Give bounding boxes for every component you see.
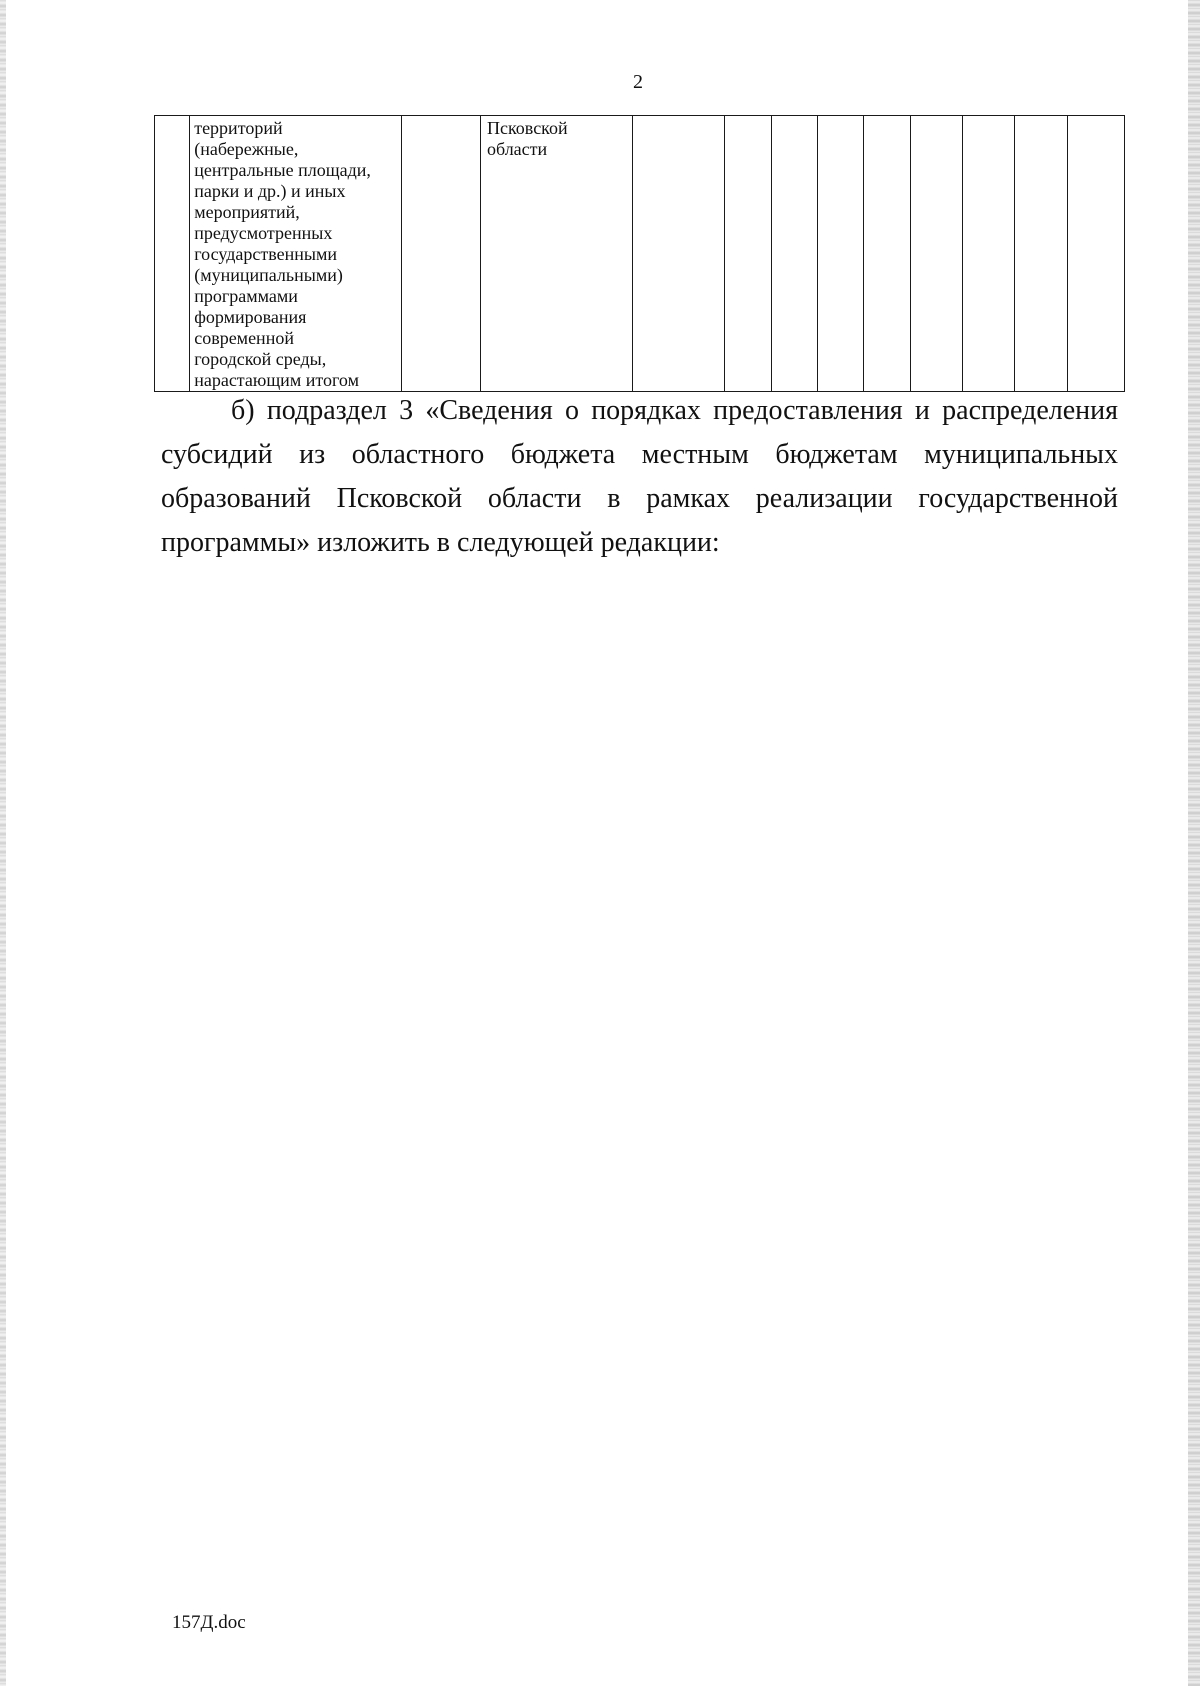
table-cell-number: [155, 116, 190, 392]
table-cell-value: [632, 116, 725, 392]
table-cell-value: [818, 116, 864, 392]
table-cell-value: [1067, 116, 1124, 392]
table-cell-unit: [401, 116, 480, 392]
table-cell-value: [725, 116, 771, 392]
table-cell-value: [962, 116, 1014, 392]
table-cell-value: [910, 116, 962, 392]
scan-edge-right: [1188, 0, 1200, 1686]
scan-edge-left: [0, 0, 6, 1686]
table-cell-value: [864, 116, 910, 392]
page-number: 2: [633, 71, 643, 93]
footer-filename: 157Д.doc: [172, 1612, 246, 1633]
body-paragraph: б) подраздел 3 «Сведения о порядках предоставления и распределения субсидий из областного бюджета местным бюджетам муниципальных образований Псковской области в рамках реализации государственной программы» изложить в следующей редакции:: [161, 395, 1118, 558]
table-cell-value: [1015, 116, 1067, 392]
table-row: [155, 116, 1125, 392]
executor-text: Псковской области: [486, 118, 568, 159]
table-cell-description: [190, 116, 401, 392]
description-text: территорий (набережные, центральные площади, парки и др.) и иных мероприятий, предусмотренных государственными (муниципальными) программами формирования современной городской среды, нарастающим итогом: [194, 118, 371, 390]
table-cell-executor: [480, 116, 632, 392]
continued-table: [154, 115, 1125, 392]
table-cell-value: [771, 116, 817, 392]
